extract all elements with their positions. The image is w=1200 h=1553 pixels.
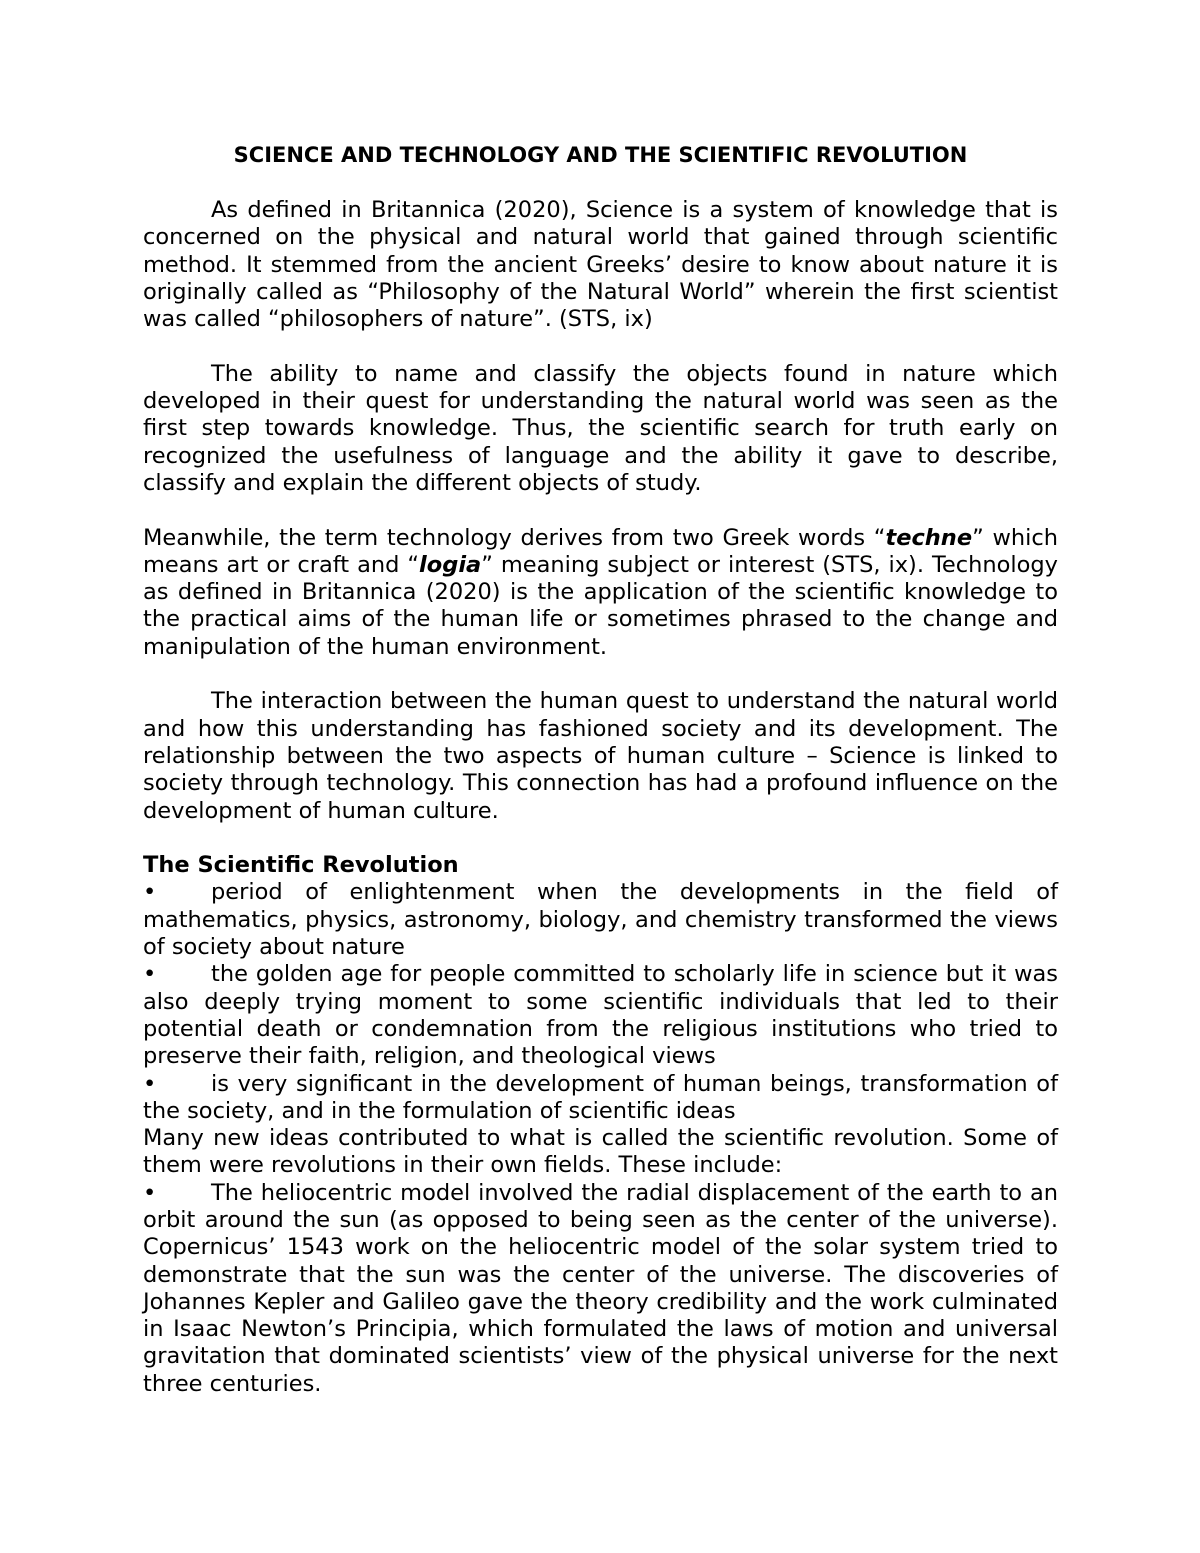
document-title: SCIENCE AND TECHNOLOGY AND THE SCIENTIFIC REVOLUTION: [233, 143, 968, 167]
bullet-item: [143, 879, 1058, 961]
ideas-intro: Many new ideas contributed to what is called the scientific revolution. Some of them were revolutions in their own fields. These include:: [143, 1125, 1058, 1179]
paragraph-classification: The ability to name and classify the objects found in nature which developed in their quest for understanding the natural world was seen as the first step towards knowledge. Thus, the scientific search for truth early on recognized the usefulness of language and the ability it gave to describe, classify and explain the different objects of study.: [143, 360, 1058, 496]
bullet-icon: •: [143, 1179, 157, 1206]
idea-text: The heliocentric model involved the radial displacement of the earth to an orbit around the sun (as opposed to being seen as the center of the universe). Copernicus’ 1543 work on the heliocentric model of the solar system tried to demonstrate that the sun was the center of the universe. The discoveries of Johannes Kepler and Galileo gave the theory credibility and the work culminated in Isaac Newton’s Principia, which formulated the laws of motion and universal gravitation that dominated scientists’ view of the physical universe for the next three centuries.: [143, 1179, 1058, 1397]
paragraph-technology-definition: [143, 525, 1058, 661]
technology-text-2: ” which means art or craft and “: [143, 524, 1058, 578]
bullet-item: [143, 961, 1058, 1070]
bullet-icon: •: [143, 961, 157, 988]
technology-text-3: ” meaning subject or interest (STS, ix). Technology as defined in Britannica (2020) is the application of the scientific knowledge to the practical aims of the human life or sometimes phrased to the change and manipulation of the human environment.: [143, 551, 1058, 660]
idea-item: [143, 1180, 1058, 1398]
bullet-item: [143, 1071, 1058, 1126]
bullet-icon: •: [143, 1070, 157, 1097]
technology-text-1: Meanwhile, the term technology derives from two Greek words “: [143, 524, 886, 551]
bullet-text: is very significant in the development of human beings, transformation of the society, and in the formulation of scientific ideas: [143, 1070, 1058, 1124]
bullet-icon: •: [143, 879, 157, 906]
bullet-text: the golden age for people committed to scholarly life in science but it was also deeply trying moment to some scientific individuals that led to their potential death or condemnation from the religious institutions who tried to preserve their faith, religion, and theological views: [143, 961, 1058, 1070]
paragraph-science-definition: As defined in Britannica (2020), Science is a system of knowledge that is concerned on the physical and natural world that gained through scientific method. It stemmed from the ancient Greeks’ desire to know about nature it is originally called as “Philosophy of the Natural World” wherein the first scientist was called “philosophers of nature”. (STS, ix): [143, 197, 1058, 333]
section-heading: The Scientific Revolution: [143, 852, 459, 879]
bullet-text: period of enlightenment when the developments in the field of mathematics, physics, astronomy, biology, and chemistry transformed the views of society about nature: [143, 879, 1058, 961]
term-logia: logia: [419, 551, 482, 578]
paragraph-interaction: The interaction between the human quest to understand the natural world and how this understanding has fashioned society and its development. The relationship between the two aspects of human culture – Science is linked to society through technology. This connection has had a profound influence on the development of human culture.: [143, 688, 1058, 824]
document-page: [143, 140, 1058, 1398]
term-techne: techne: [885, 524, 973, 551]
